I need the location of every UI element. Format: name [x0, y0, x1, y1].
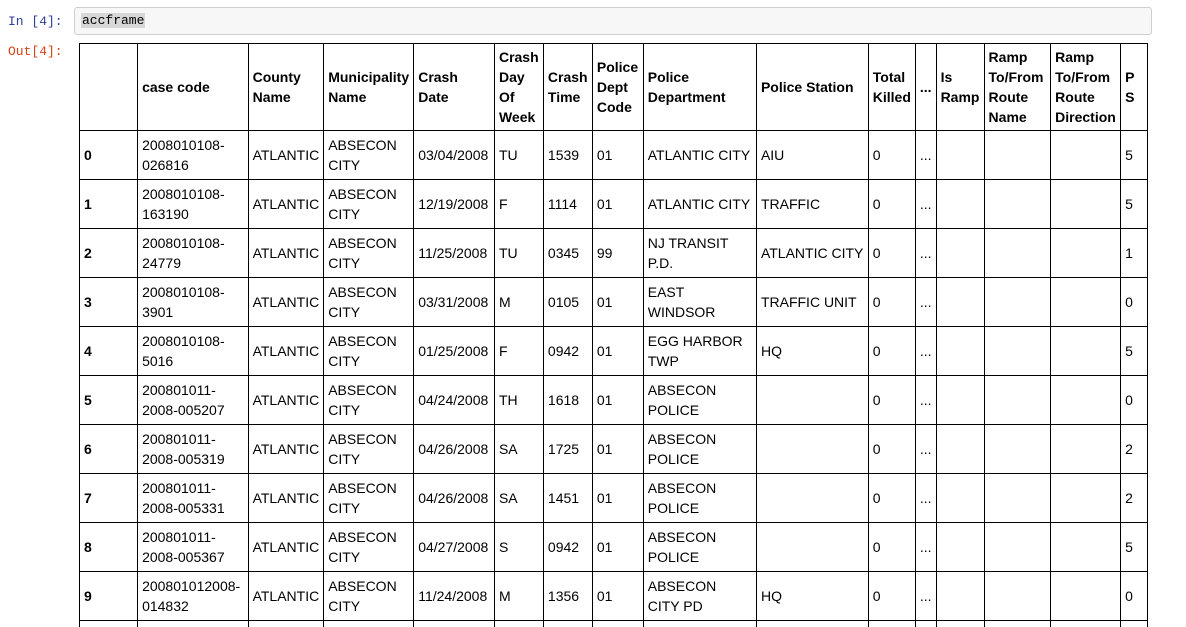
- table-cell: ATLANTIC: [248, 425, 324, 474]
- table-row: [80, 572, 1148, 621]
- table-row: [80, 474, 1148, 523]
- table-row: [80, 425, 1148, 474]
- table-cell: 200801011-2008-005207: [138, 376, 249, 425]
- table-cell: ATLANTIC CITY: [643, 131, 756, 180]
- table-cell: [543, 621, 592, 627]
- table-cell: 0: [868, 425, 915, 474]
- column-header: P S: [1121, 44, 1148, 131]
- output-area: [79, 43, 1148, 627]
- table-cell: 01: [592, 327, 643, 376]
- table-cell: 0: [868, 523, 915, 572]
- column-header: Police Station: [756, 44, 868, 131]
- column-header: Crash Date: [414, 44, 495, 131]
- table-cell: [984, 327, 1051, 376]
- table-cell: 5: [1121, 523, 1148, 572]
- table-cell: 04/26/2008: [414, 474, 495, 523]
- table-cell: ABSECON CITY: [324, 425, 414, 474]
- table-cell: ABSECON CITY: [324, 131, 414, 180]
- table-cell: [984, 523, 1051, 572]
- table-cell: [756, 523, 868, 572]
- column-header: County Name: [248, 44, 324, 131]
- table-cell: [756, 621, 868, 627]
- table-cell: NJ TRANSIT P.D.: [643, 229, 756, 278]
- table-cell: EAST WINDSOR: [643, 278, 756, 327]
- table-cell: 04/26/2008: [414, 425, 495, 474]
- row-index: 2: [80, 229, 138, 278]
- column-header: Crash Day Of Week: [494, 44, 543, 131]
- table-cell: HQ: [756, 572, 868, 621]
- table-cell: 5: [1121, 180, 1148, 229]
- table-cell: [936, 327, 984, 376]
- table-cell: [138, 621, 249, 627]
- table-cell: 2: [1121, 474, 1148, 523]
- table-cell: 99: [592, 229, 643, 278]
- table-cell: TH: [494, 376, 543, 425]
- table-cell: [936, 131, 984, 180]
- table-cell: 0942: [543, 327, 592, 376]
- dataframe-table: [79, 43, 1148, 627]
- table-cell: ...: [915, 131, 936, 180]
- table-cell: ATLANTIC CITY: [643, 180, 756, 229]
- table-cell: 0: [868, 376, 915, 425]
- table-cell: F: [494, 180, 543, 229]
- table-cell: TRAFFIC UNIT: [756, 278, 868, 327]
- table-cell: 01: [592, 523, 643, 572]
- table-cell: 01: [592, 376, 643, 425]
- column-header: Ramp To/From Route Name: [984, 44, 1051, 131]
- column-header: Is Ramp: [936, 44, 984, 131]
- table-cell: AIU: [756, 131, 868, 180]
- table-row: [80, 278, 1148, 327]
- table-cell: [936, 180, 984, 229]
- table-cell: [868, 621, 915, 627]
- code-text[interactable]: accframe: [82, 13, 145, 28]
- table-cell: [984, 180, 1051, 229]
- table-cell: [756, 474, 868, 523]
- row-index: 8: [80, 523, 138, 572]
- table-cell: ...: [915, 327, 936, 376]
- table-cell: [984, 621, 1051, 627]
- table-cell: M: [494, 278, 543, 327]
- table-cell: [248, 621, 324, 627]
- table-row: [80, 523, 1148, 572]
- table-cell: 1618: [543, 376, 592, 425]
- column-header: Municipality Name: [324, 44, 414, 131]
- table-cell: TU: [494, 131, 543, 180]
- table-cell: SA: [494, 425, 543, 474]
- table-cell: ATLANTIC: [248, 572, 324, 621]
- table-cell: [984, 229, 1051, 278]
- table-cell: ABSECON CITY: [324, 327, 414, 376]
- table-cell: ...: [915, 572, 936, 621]
- table-cell: 0105: [543, 278, 592, 327]
- table-cell: ABSECON CITY: [324, 376, 414, 425]
- table-cell: 200801011-2008-005319: [138, 425, 249, 474]
- table-cell: [1051, 229, 1121, 278]
- table-cell: [936, 621, 984, 627]
- row-index: 1: [80, 180, 138, 229]
- table-cell: 01: [592, 180, 643, 229]
- table-cell: 2008010108-5016: [138, 327, 249, 376]
- table-cell: 0942: [543, 523, 592, 572]
- table-cell: 03/31/2008: [414, 278, 495, 327]
- table-cell: 200801011-2008-005331: [138, 474, 249, 523]
- table-cell: 200801012008-014832: [138, 572, 249, 621]
- table-cell: EGG HARBOR TWP: [643, 327, 756, 376]
- table-cell: [643, 621, 756, 627]
- table-cell: ATLANTIC: [248, 278, 324, 327]
- table-cell: [1051, 278, 1121, 327]
- table-cell: [1051, 474, 1121, 523]
- table-cell: 01: [592, 131, 643, 180]
- table-cell: 2: [1121, 425, 1148, 474]
- table-cell: 0: [868, 229, 915, 278]
- table-cell: [936, 229, 984, 278]
- table-cell: [936, 523, 984, 572]
- table-cell: ABSECON POLICE: [643, 474, 756, 523]
- table-row: [80, 327, 1148, 376]
- table-cell: 01: [592, 278, 643, 327]
- output-prompt: Out[4]:: [8, 44, 63, 59]
- row-index: 3: [80, 278, 138, 327]
- table-cell: S: [494, 523, 543, 572]
- table-cell: [1121, 621, 1148, 627]
- table-row: [80, 376, 1148, 425]
- row-index: 4: [80, 327, 138, 376]
- table-cell: 01: [592, 474, 643, 523]
- table-cell: 2008010108-026816: [138, 131, 249, 180]
- row-index: 5: [80, 376, 138, 425]
- row-index: 6: [80, 425, 138, 474]
- table-cell: [756, 376, 868, 425]
- table-cell: ABSECON POLICE: [643, 523, 756, 572]
- row-index: 9: [80, 572, 138, 621]
- table-cell: 1356: [543, 572, 592, 621]
- table-cell: 03/04/2008: [414, 131, 495, 180]
- table-cell: [1051, 572, 1121, 621]
- table-header: [80, 44, 1148, 131]
- table-cell: TU: [494, 229, 543, 278]
- column-header: ...: [915, 44, 936, 131]
- row-index: [80, 621, 138, 627]
- table-row: [80, 131, 1148, 180]
- table-cell: ...: [915, 376, 936, 425]
- table-cell: 5: [1121, 131, 1148, 180]
- column-header: Police Dept Code: [592, 44, 643, 131]
- table-row: [80, 180, 1148, 229]
- table-cell: F: [494, 327, 543, 376]
- row-index: 7: [80, 474, 138, 523]
- table-cell: ATLANTIC: [248, 474, 324, 523]
- table-cell: ABSECON CITY: [324, 474, 414, 523]
- table-cell: ABSECON POLICE: [643, 376, 756, 425]
- table-cell: ATLANTIC: [248, 229, 324, 278]
- row-index: 0: [80, 131, 138, 180]
- table-cell: [1051, 523, 1121, 572]
- table-cell: 2008010108-24779: [138, 229, 249, 278]
- table-cell: ATLANTIC CITY: [756, 229, 868, 278]
- table-cell: ...: [915, 278, 936, 327]
- table-cell: ATLANTIC: [248, 180, 324, 229]
- table-cell: 1: [1121, 229, 1148, 278]
- column-header: case code: [138, 44, 249, 131]
- table-cell: 2008010108-3901: [138, 278, 249, 327]
- table-cell: ABSECON CITY: [324, 523, 414, 572]
- table-body: [80, 131, 1148, 627]
- column-header: Total Killed: [868, 44, 915, 131]
- table-cell: ABSECON CITY: [324, 180, 414, 229]
- table-cell: [984, 131, 1051, 180]
- table-cell: ATLANTIC: [248, 131, 324, 180]
- table-cell: ABSECON CITY: [324, 229, 414, 278]
- table-cell: ATLANTIC: [248, 327, 324, 376]
- table-cell: [984, 474, 1051, 523]
- table-cell: 0: [868, 327, 915, 376]
- table-cell: [936, 425, 984, 474]
- table-cell: [1051, 180, 1121, 229]
- table-cell: [494, 621, 543, 627]
- table-cell: 0: [868, 474, 915, 523]
- table-cell: 01: [592, 572, 643, 621]
- table-cell: HQ: [756, 327, 868, 376]
- column-header: [80, 44, 138, 131]
- table-cell: [324, 621, 414, 627]
- table-cell: [1051, 425, 1121, 474]
- table-cell: ABSECON CITY: [324, 572, 414, 621]
- table-cell: 1451: [543, 474, 592, 523]
- table-cell: 5: [1121, 327, 1148, 376]
- table-cell: 01/25/2008: [414, 327, 495, 376]
- column-header: Police Department: [643, 44, 756, 131]
- table-cell: [936, 572, 984, 621]
- table-cell: 12/19/2008: [414, 180, 495, 229]
- table-cell: 04/24/2008: [414, 376, 495, 425]
- table-cell: [414, 621, 495, 627]
- table-cell: ATLANTIC: [248, 376, 324, 425]
- table-cell: 1725: [543, 425, 592, 474]
- table-cell: 2008010108-163190: [138, 180, 249, 229]
- table-cell: 11/25/2008: [414, 229, 495, 278]
- table-cell: [1051, 621, 1121, 627]
- table-cell: [936, 376, 984, 425]
- table-row: [80, 621, 1148, 627]
- table-cell: ATLANTIC: [248, 523, 324, 572]
- table-cell: ...: [915, 229, 936, 278]
- table-cell: ...: [915, 425, 936, 474]
- table-cell: 200801011-2008-005367: [138, 523, 249, 572]
- table-cell: 04/27/2008: [414, 523, 495, 572]
- table-cell: 0: [1121, 376, 1148, 425]
- table-cell: ABSECON CITY PD: [643, 572, 756, 621]
- table-cell: ...: [915, 523, 936, 572]
- column-header: Ramp To/From Route Direction: [1051, 44, 1121, 131]
- table-cell: 11/24/2008: [414, 572, 495, 621]
- table-cell: 01: [592, 425, 643, 474]
- table-cell: SA: [494, 474, 543, 523]
- table-cell: 0: [1121, 572, 1148, 621]
- table-cell: ...: [915, 180, 936, 229]
- table-cell: [936, 278, 984, 327]
- table-cell: 1114: [543, 180, 592, 229]
- column-header: Crash Time: [543, 44, 592, 131]
- table-cell: [592, 621, 643, 627]
- table-cell: [984, 278, 1051, 327]
- table-cell: ABSECON POLICE: [643, 425, 756, 474]
- input-prompt: In [4]:: [8, 14, 63, 29]
- table-cell: TRAFFIC: [756, 180, 868, 229]
- table-cell: ABSECON CITY: [324, 278, 414, 327]
- code-input-area[interactable]: [74, 7, 1152, 35]
- table-cell: [936, 474, 984, 523]
- table-cell: 0: [868, 278, 915, 327]
- table-cell: 0: [868, 180, 915, 229]
- table-cell: M: [494, 572, 543, 621]
- table-cell: 0: [868, 572, 915, 621]
- table-cell: ...: [915, 474, 936, 523]
- header-row: [80, 44, 1148, 131]
- table-cell: 0345: [543, 229, 592, 278]
- table-cell: [984, 572, 1051, 621]
- table-cell: [915, 621, 936, 627]
- table-cell: [756, 425, 868, 474]
- table-row: [80, 229, 1148, 278]
- table-cell: [984, 376, 1051, 425]
- table-cell: 0: [1121, 278, 1148, 327]
- table-cell: [1051, 327, 1121, 376]
- table-cell: [1051, 376, 1121, 425]
- table-cell: [984, 425, 1051, 474]
- table-cell: 0: [868, 131, 915, 180]
- table-cell: 1539: [543, 131, 592, 180]
- table-cell: [1051, 131, 1121, 180]
